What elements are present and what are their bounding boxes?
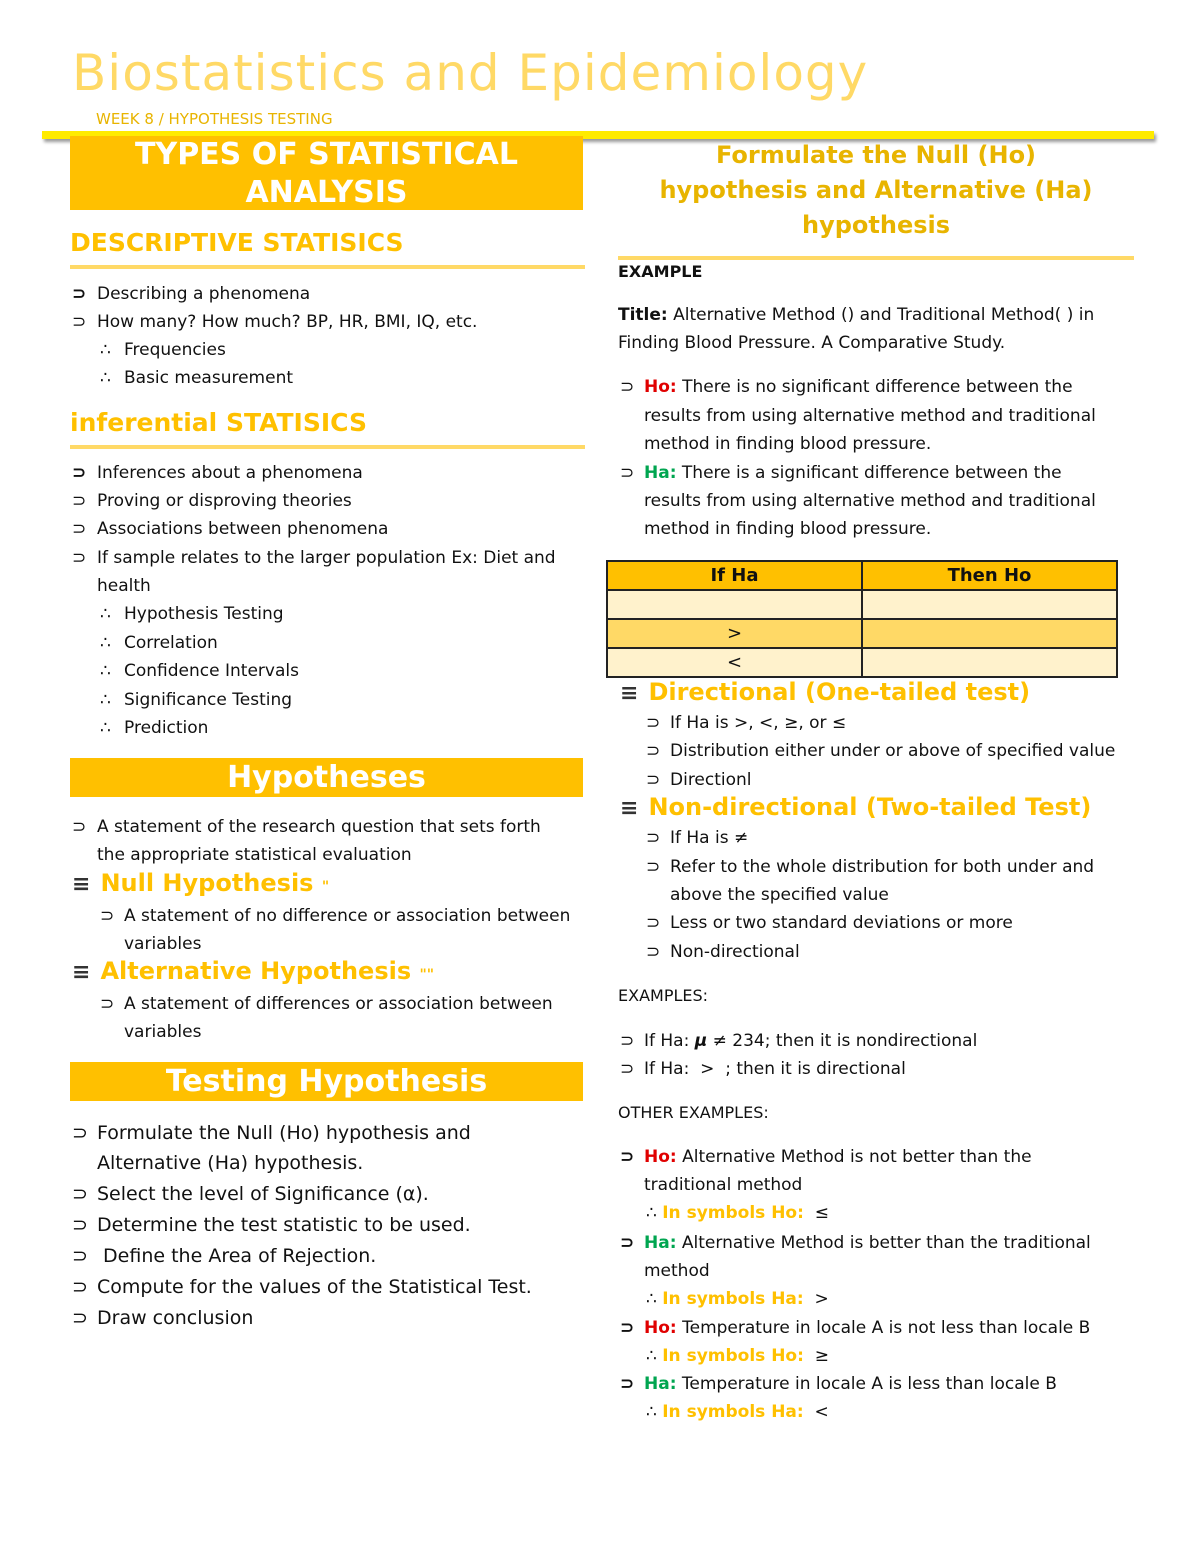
list-item: Formulate the Null (Ho) hypothesis and bbox=[97, 1122, 471, 1144]
table-cell bbox=[862, 648, 1117, 677]
list-subitem: Less or two standard deviations or more bbox=[670, 913, 1013, 933]
list-subitem-continued: variables bbox=[124, 934, 202, 954]
ha-ho-table bbox=[606, 560, 1118, 678]
table-row bbox=[607, 590, 1117, 619]
types-banner-line1: TYPES OF STATISTICAL bbox=[135, 137, 518, 172]
testing-banner: Testing Hypothesis bbox=[70, 1062, 583, 1101]
list-subitem: Hypothesis Testing bbox=[124, 604, 284, 624]
table-header-then-ho: Then Ho bbox=[862, 561, 1117, 590]
list-item: A statement of the research question that sets forth bbox=[97, 817, 541, 837]
document-title: Biostatistics and Epidemiology bbox=[72, 44, 869, 102]
example-nondirectional: If Ha: μ ≠ 234; then it is nondirectional bbox=[644, 1031, 978, 1051]
list-item: Associations between phenomena bbox=[97, 519, 389, 539]
inferential-heading: inferential STATISICS bbox=[70, 408, 585, 449]
list-item: Inferences about a phenomena bbox=[97, 463, 363, 483]
example-directional: If Ha: > ; then it is directional bbox=[644, 1059, 906, 1079]
triple-bar-icon: ≡ bbox=[620, 796, 639, 821]
alternative-hypothesis-heading: ≡ Alternative Hypothesis "" bbox=[72, 957, 435, 985]
symbol-line: ∴ In symbols Ha: > bbox=[646, 1289, 829, 1309]
list-subitem: Prediction bbox=[124, 718, 209, 738]
list-item: Draw conclusion bbox=[97, 1307, 254, 1329]
list-subitem: Directionl bbox=[670, 770, 752, 790]
triple-bar-icon: ≡ bbox=[72, 960, 91, 985]
table-header-row bbox=[607, 561, 1117, 590]
list-item: Compute for the values of the Statistical Test. bbox=[97, 1276, 532, 1298]
list-subitem: If Ha is ≠ bbox=[670, 828, 749, 848]
other-example: Ha: Alternative Method is better than the traditional bbox=[644, 1233, 1091, 1253]
table-cell bbox=[862, 590, 1117, 619]
list-subitem: Correlation bbox=[124, 633, 218, 653]
other-example-continued: traditional method bbox=[644, 1175, 803, 1195]
list-item: Define the Area of Rejection. bbox=[97, 1245, 377, 1267]
triple-bar-icon: ≡ bbox=[72, 872, 91, 897]
ho-statement: Ho: There is no significant difference between the bbox=[644, 377, 1073, 397]
list-subitem-continued: variables bbox=[124, 1022, 202, 1042]
list-item: Determine the test statistic to be used. bbox=[97, 1214, 471, 1236]
examples-label: EXAMPLES: bbox=[618, 986, 709, 1005]
list-subitem: If Ha is >, <, ≥, or ≤ bbox=[670, 713, 847, 733]
ho-statement-continued: results from using alternative method and traditional bbox=[644, 406, 1096, 426]
list-item: Proving or disproving theories bbox=[97, 491, 352, 511]
ho-statement-continued: method in finding blood pressure. bbox=[644, 434, 932, 454]
list-item-continued: Alternative (Ha) hypothesis. bbox=[97, 1152, 364, 1174]
ha-statement-continued: method in finding blood pressure. bbox=[644, 519, 932, 539]
list-item-continued: health bbox=[97, 576, 151, 596]
triple-bar-icon: ≡ bbox=[620, 681, 639, 706]
other-example-continued: method bbox=[644, 1261, 710, 1281]
other-example: Ha: Temperature in locale A is less than locale B bbox=[644, 1374, 1057, 1394]
other-example: Ho: Alternative Method is not better than the bbox=[644, 1147, 1032, 1167]
ha-statement-continued: results from using alternative method and traditional bbox=[644, 491, 1096, 511]
table-cell bbox=[862, 619, 1117, 648]
null-hypothesis-heading: ≡ Null Hypothesis " bbox=[72, 869, 330, 897]
example-title-continued: Finding Blood Pressure. A Comparative Study. bbox=[618, 333, 1006, 353]
symbol-line: ∴ In symbols Ho: ≥ bbox=[646, 1346, 829, 1366]
list-subitem: Non-directional bbox=[670, 942, 800, 962]
example-label: EXAMPLE bbox=[618, 262, 703, 281]
list-item: Describing a phenomena bbox=[97, 284, 311, 304]
list-item-continued: the appropriate statistical evaluation bbox=[97, 845, 412, 865]
nondirectional-heading: ≡ Non-directional (Two-tailed Test) bbox=[620, 793, 1092, 821]
document-subtitle: WEEK 8 / HYPOTHESIS TESTING bbox=[96, 110, 333, 128]
types-banner-line2: ANALYSIS bbox=[245, 175, 408, 210]
list-subitem: Confidence Intervals bbox=[124, 661, 299, 681]
other-examples-label: OTHER EXAMPLES: bbox=[618, 1103, 769, 1122]
list-subitem: Significance Testing bbox=[124, 690, 293, 710]
directional-heading: ≡ Directional (One-tailed test) bbox=[620, 678, 1031, 706]
table-cell bbox=[607, 590, 862, 619]
symbol-line: ∴ In symbols Ha: < bbox=[646, 1402, 829, 1422]
list-item: Select the level of Significance (α). bbox=[97, 1183, 429, 1205]
list-subitem: Frequencies bbox=[124, 340, 226, 360]
list-item: How many? How much? BP, HR, BMI, IQ, etc. bbox=[97, 312, 478, 332]
types-banner bbox=[70, 136, 583, 210]
descriptive-heading: DESCRIPTIVE STATISICS bbox=[70, 228, 585, 269]
list-subitem: A statement of no difference or association between bbox=[124, 906, 571, 926]
list-subitem-continued: above the specified value bbox=[670, 885, 889, 905]
list-subitem: Basic measurement bbox=[124, 368, 294, 388]
table-header-if-ha: If Ha bbox=[607, 561, 862, 590]
symbol-line: ∴ In symbols Ho: ≤ bbox=[646, 1203, 829, 1223]
table-cell: > bbox=[607, 619, 862, 648]
list-item: If sample relates to the larger population Ex: Diet and bbox=[97, 548, 556, 568]
list-subitem: Refer to the whole distribution for both under and bbox=[670, 857, 1095, 877]
list-subitem: A statement of differences or association between bbox=[124, 994, 553, 1014]
other-example: Ho: Temperature in locale A is not less than locale B bbox=[644, 1318, 1091, 1338]
list-subitem: Distribution either under or above of specified value bbox=[670, 741, 1116, 761]
ha-statement: Ha: There is a significant difference between the bbox=[644, 463, 1062, 483]
example-title: Title: Alternative Method () and Traditional Method( ) in bbox=[618, 305, 1095, 325]
table-cell: < bbox=[607, 648, 862, 677]
table-row bbox=[607, 648, 1117, 677]
hypotheses-banner: Hypotheses bbox=[70, 758, 583, 797]
table-row bbox=[607, 619, 1117, 648]
formulate-heading: Formulate the Null (Ho) hypothesis and Alternative (Ha) hypothesis bbox=[659, 141, 1093, 239]
